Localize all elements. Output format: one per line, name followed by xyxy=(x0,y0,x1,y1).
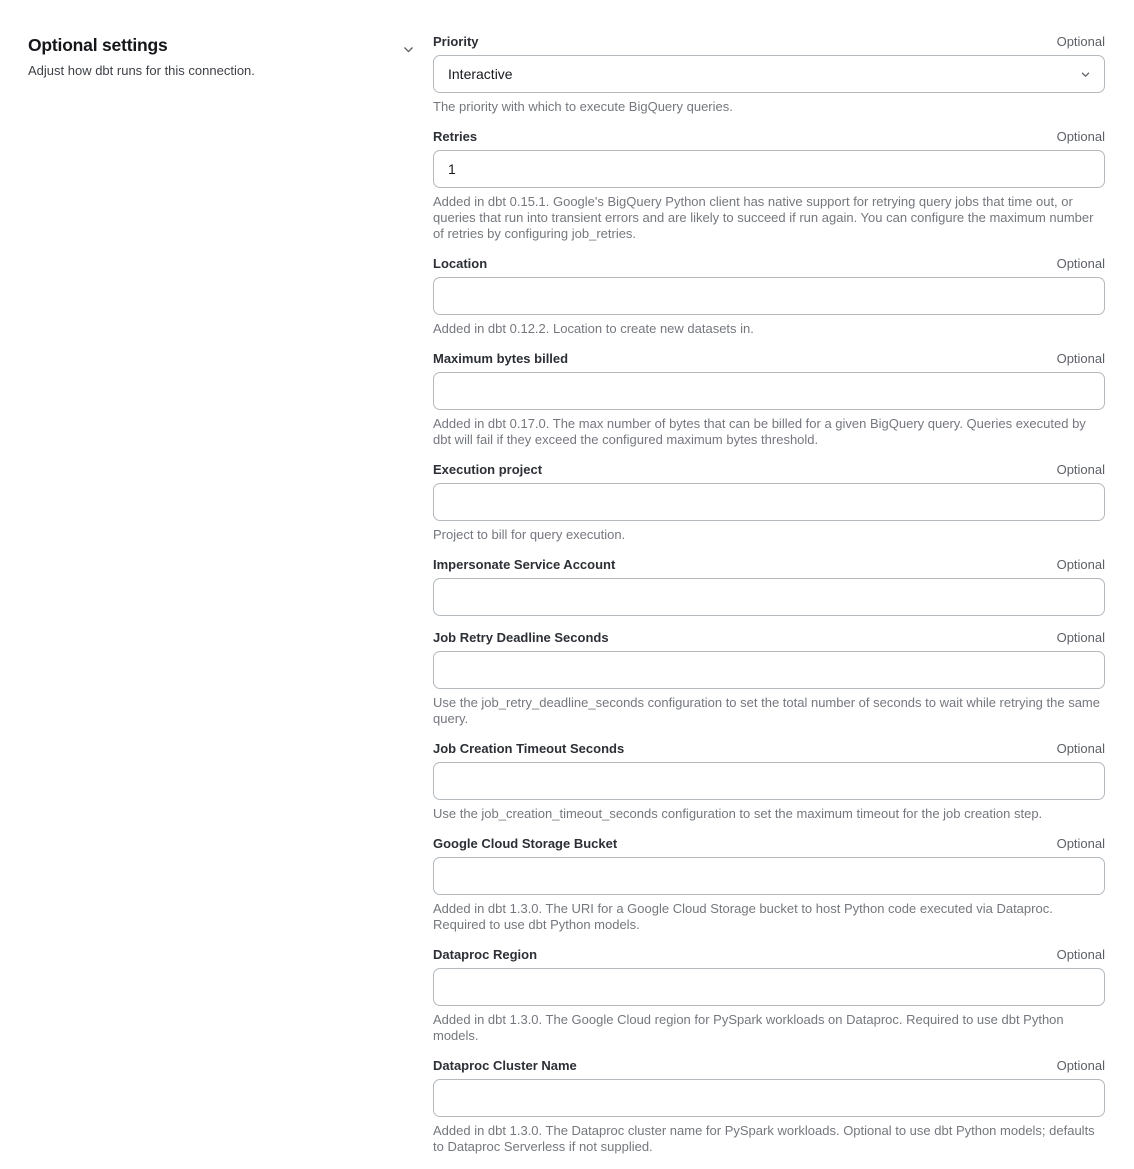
maximum-bytes-billed-input[interactable] xyxy=(433,372,1105,410)
field-header xyxy=(433,1058,1105,1074)
field-header xyxy=(433,836,1105,852)
field-job-creation-timeout-seconds xyxy=(433,741,1105,822)
dataproc-cluster-name-input[interactable] xyxy=(433,1079,1105,1117)
field-dataproc-cluster-name xyxy=(433,1058,1105,1155)
retries-input[interactable] xyxy=(433,150,1105,188)
section-title: Optional settings xyxy=(28,35,168,55)
retries-label: Retries xyxy=(433,129,478,144)
job-retry-deadline-seconds-helper: Use the job_retry_deadline_seconds configuration to set the total number of seconds to wait while retrying the same query. xyxy=(433,695,1100,726)
google-cloud-storage-bucket-input[interactable] xyxy=(433,857,1105,895)
retries-helper: Added in dbt 0.15.1. Google's BigQuery Python client has native support for retrying query jobs that time out, or queries that run into transient errors and are likely to succeed if run again. You can configure the maximum number of retries by configuring job_retries. xyxy=(433,194,1094,241)
optional-badge: Optional xyxy=(1056,462,1105,477)
location-input[interactable] xyxy=(433,277,1105,315)
optional-badge: Optional xyxy=(1056,947,1105,962)
field-header xyxy=(433,741,1105,757)
dataproc-region-input[interactable] xyxy=(433,968,1105,1006)
dataproc-cluster-name-label: Dataproc Cluster Name xyxy=(433,1058,577,1073)
field-dataproc-region xyxy=(433,947,1105,1044)
job-creation-timeout-seconds-label: Job Creation Timeout Seconds xyxy=(433,741,625,756)
field-location xyxy=(433,256,1105,337)
dataproc-region-label: Dataproc Region xyxy=(433,947,538,962)
field-priority xyxy=(433,34,1105,115)
location-label: Location xyxy=(433,256,488,271)
field-header xyxy=(433,34,1105,50)
field-header xyxy=(433,947,1105,963)
section-subtitle: Adjust how dbt runs for this connection. xyxy=(28,63,255,78)
field-retries xyxy=(433,129,1105,242)
optional-badge: Optional xyxy=(1056,34,1105,49)
job-creation-timeout-seconds-helper: Use the job_creation_timeout_seconds configuration to set the maximum timeout for the job creation step. xyxy=(433,806,1043,821)
field-impersonate-service-account xyxy=(433,557,1105,616)
execution-project-helper: Project to bill for query execution. xyxy=(433,527,626,542)
section-collapse-button[interactable] xyxy=(402,43,415,56)
job-retry-deadline-seconds-label: Job Retry Deadline Seconds xyxy=(433,630,609,645)
optional-badge: Optional xyxy=(1056,351,1105,366)
section-header-text xyxy=(28,34,255,79)
field-maximum-bytes-billed xyxy=(433,351,1105,448)
job-creation-timeout-seconds-input[interactable] xyxy=(433,762,1105,800)
field-header xyxy=(433,630,1105,646)
maximum-bytes-billed-label: Maximum bytes billed xyxy=(433,351,569,366)
priority-label: Priority xyxy=(433,34,479,49)
optional-badge: Optional xyxy=(1056,1058,1105,1073)
settings-form xyxy=(433,34,1105,1169)
impersonate-service-account-input[interactable] xyxy=(433,578,1105,616)
select-value: Interactive xyxy=(448,66,513,82)
optional-badge: Optional xyxy=(1056,557,1105,572)
impersonate-service-account-label: Impersonate Service Account xyxy=(433,557,616,572)
field-google-cloud-storage-bucket xyxy=(433,836,1105,933)
execution-project-input[interactable] xyxy=(433,483,1105,521)
google-cloud-storage-bucket-label: Google Cloud Storage Bucket xyxy=(433,836,618,851)
section-header xyxy=(28,34,433,79)
priority-helper: The priority with which to execute BigQuery queries. xyxy=(433,99,733,114)
field-header xyxy=(433,351,1105,367)
optional-badge: Optional xyxy=(1056,741,1105,756)
field-header xyxy=(433,256,1105,272)
google-cloud-storage-bucket-helper: Added in dbt 1.3.0. The URI for a Google Cloud Storage bucket to host Python code executed via Dataproc. Required to use dbt Python models. xyxy=(433,901,1053,932)
optional-badge: Optional xyxy=(1056,630,1105,645)
chevron-down-icon xyxy=(1080,69,1091,80)
dataproc-cluster-name-helper: Added in dbt 1.3.0. The Dataproc cluster name for PySpark workloads. Optional to use dbt Python models; defaults to Dataproc Serverless if not supplied. xyxy=(433,1123,1095,1154)
chevron-down-icon xyxy=(402,44,415,59)
optional-badge: Optional xyxy=(1056,836,1105,851)
maximum-bytes-billed-helper: Added in dbt 0.17.0. The max number of bytes that can be billed for a given BigQuery query. Queries executed by dbt will fail if they exceed the configured maximum bytes threshold. xyxy=(433,416,1086,447)
field-execution-project xyxy=(433,462,1105,543)
field-job-retry-deadline-seconds xyxy=(433,630,1105,727)
priority-select[interactable] xyxy=(433,55,1105,93)
field-header xyxy=(433,557,1105,573)
execution-project-label: Execution project xyxy=(433,462,543,477)
field-header xyxy=(433,462,1105,478)
field-header xyxy=(433,129,1105,145)
location-helper: Added in dbt 0.12.2. Location to create new datasets in. xyxy=(433,321,754,336)
dataproc-region-helper: Added in dbt 1.3.0. The Google Cloud region for PySpark workloads on Dataproc. Required to use dbt Python models. xyxy=(433,1012,1064,1043)
optional-badge: Optional xyxy=(1056,256,1105,271)
optional-badge: Optional xyxy=(1056,129,1105,144)
job-retry-deadline-seconds-input[interactable] xyxy=(433,651,1105,689)
